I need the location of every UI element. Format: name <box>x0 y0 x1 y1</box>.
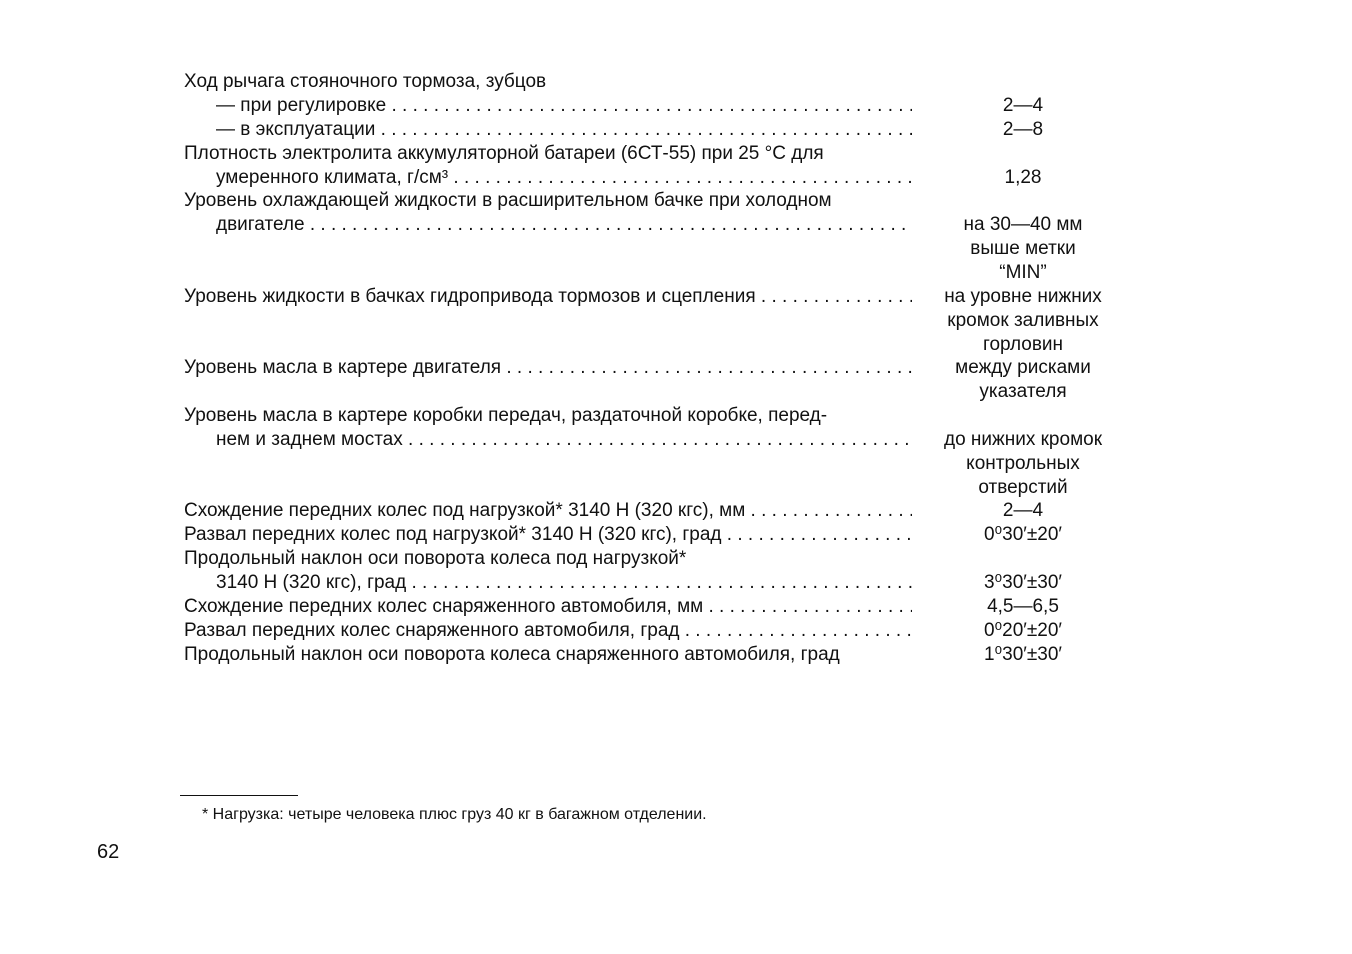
param-value: на 30—40 мм <box>963 214 1083 235</box>
param-value: между рисками <box>955 357 1091 378</box>
param-value: 4,5—6,5 <box>987 596 1059 617</box>
param-line: Продольный наклон оси поворота колеса под нагрузкой* <box>184 548 687 569</box>
param-value: указателя <box>979 381 1067 402</box>
param-value: 2—4 <box>1002 95 1044 116</box>
param-line: — в эксплуатации . . . <box>216 118 912 142</box>
param-line: Схождение передних колес под нагрузкой* 3140 Н (320 кгс), мм . . . <box>184 499 912 523</box>
param-value: 1,28 <box>1004 167 1042 188</box>
param-value: 3⁰30′±30′ <box>983 572 1062 593</box>
param-value: контрольных <box>966 453 1080 474</box>
param-line: Развал передних колес под нагрузкой* 3140 Н (320 кгс), град . . . <box>184 523 912 547</box>
param-line: Уровень масла в картере коробки передач, раздаточной коробке, перед- <box>184 405 828 426</box>
param-line: Уровень охлаждающей жидкости в расширительном бачке при холодном <box>184 190 832 211</box>
param-line: Уровень жидкости в бачках гидропривода тормозов и сцепления . . . <box>184 285 912 309</box>
param-line: 3140 Н (320 кгс), град . . . <box>216 571 912 595</box>
param-value: выше метки <box>970 238 1076 259</box>
param-value: 2—8 <box>1002 119 1044 140</box>
param-value: горловин <box>982 334 1064 355</box>
param-line: Ход рычага стояночного тормоза, зубцов <box>184 71 547 92</box>
param-line: нем и заднем мостах . . . <box>216 428 912 452</box>
param-value: отверстий <box>978 477 1068 498</box>
param-value: 0⁰20′±20′ <box>983 620 1062 641</box>
param-line: Развал передних колес снаряженного автомобиля, град . . . <box>184 619 912 643</box>
footnote-divider <box>180 795 298 796</box>
footnote: * Нагрузка: четыре человека плюс груз 40 кг в багажном отделении. <box>202 806 707 823</box>
page-number: 62 <box>97 841 120 863</box>
param-value: кромок заливных <box>947 310 1099 331</box>
param-value: 1⁰30′±30′ <box>983 644 1062 665</box>
param-value: 0⁰30′±20′ <box>983 524 1062 545</box>
param-line: Плотность электролита аккумуляторной батареи (6СТ-55) при 25 °С для <box>184 143 824 164</box>
param-line: Продольный наклон оси поворота колеса снаряженного автомобиля, град <box>184 644 840 665</box>
param-value: “MIN” <box>999 262 1047 283</box>
param-value: на уровне нижних <box>944 286 1102 307</box>
param-line: двигателе . . . <box>216 213 912 237</box>
param-line: Схождение передних колес снаряженного автомобиля, мм . . . <box>184 595 912 619</box>
param-value: до нижних кромок <box>943 429 1103 450</box>
param-line: Уровень масла в картере двигателя . . . <box>184 356 912 380</box>
param-line: — при регулировке . . . <box>216 94 912 118</box>
param-line: умеренного климата, г/см³ . . . <box>216 166 912 190</box>
param-value: 2—4 <box>1002 500 1044 521</box>
